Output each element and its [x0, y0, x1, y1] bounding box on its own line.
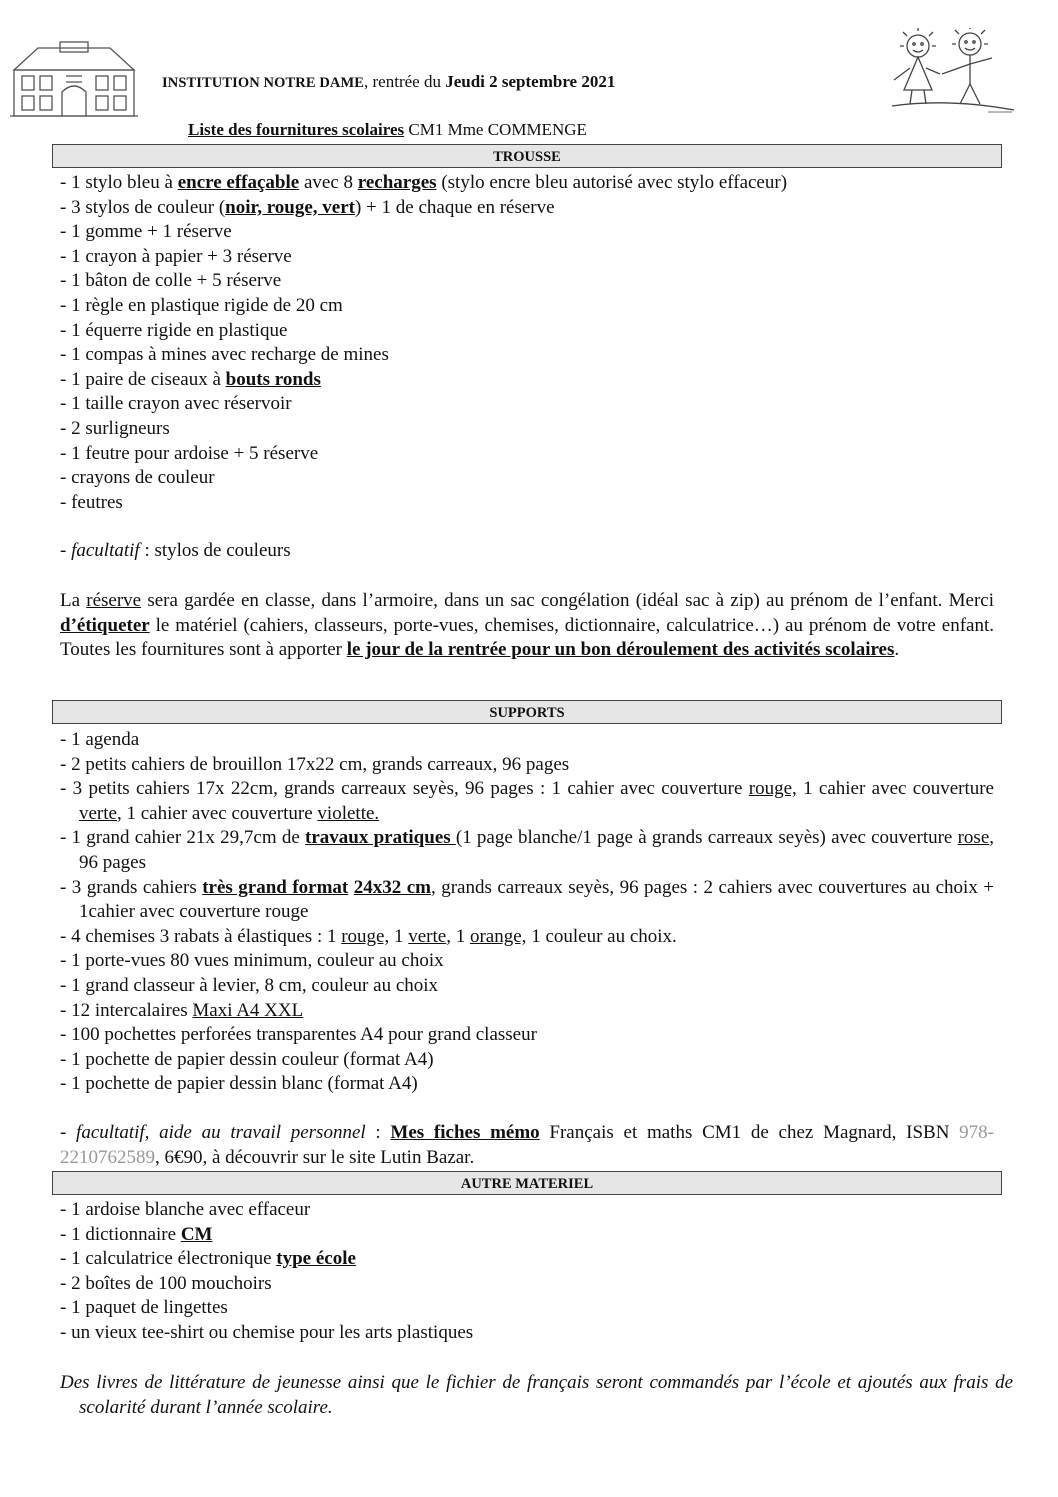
- list-item: - 1 calculatrice électronique type école: [60, 1248, 356, 1270]
- children-drawing-logo: [888, 28, 1018, 114]
- list-item: - 2 boîtes de 100 mouchoirs: [60, 1272, 272, 1294]
- trousse-optional: - facultatif : stylos de couleurs: [60, 540, 291, 561]
- list-item: - 1 porte-vues 80 vues minimum, couleur au choix: [60, 950, 444, 972]
- list-item: - 1 grand classeur à levier, 8 cm, couleur au choix: [60, 974, 439, 996]
- list-item: - 100 pochettes perforées transparentes A4 pour grand classeur: [60, 1024, 537, 1046]
- document-header: INSTITUTION NOTRE DAME, rentrée du Jeudi 2 septembre 2021: [162, 72, 616, 91]
- list-item: - 1 pochette de papier dessin couleur (format A4): [60, 1048, 434, 1070]
- class-info: CM1 Mme COMMENGE: [404, 120, 587, 139]
- list-item: - 2 petits cahiers de brouillon 17x22 cm, grands carreaux, 96 pages: [60, 753, 570, 775]
- list-item: - 1 bâton de colle + 5 réserve: [60, 270, 282, 292]
- list-item: - 1 agenda: [60, 729, 140, 750]
- list-item: - un vieux tee-shirt ou chemise pour les arts plastiques: [60, 1321, 474, 1343]
- list-item: - 1 règle en plastique rigide de 20 cm: [60, 294, 343, 316]
- institution-name: INSTITUTION NOTRE DAME: [162, 75, 365, 91]
- list-item: - 1 compas à mines avec recharge de mines: [60, 344, 389, 366]
- list-item: - 1 stylo bleu à encre effaçable avec 8 recharges (stylo encre bleu autorisé avec stylo effaceur): [60, 172, 788, 193]
- list-item: - 1 gomme + 1 réserve: [60, 221, 232, 243]
- list-item: - 1 taille crayon avec réservoir: [60, 393, 292, 415]
- trousse-list: [60, 171, 994, 515]
- supports-list: [60, 728, 994, 1097]
- list-item: - 1 ardoise blanche avec effaceur: [60, 1199, 311, 1220]
- footer-note: Des livres de littérature de jeunesse ainsi que le fichier de français seront commandés par l’école et ajoutés aux frais de scolarité durant l’année scolaire.: [60, 1372, 1013, 1418]
- list-item: - 3 stylos de couleur (noir, rouge, vert) + 1 de chaque en réserve: [60, 196, 555, 218]
- list-item: - 1 dictionnaire CM: [60, 1223, 213, 1245]
- section-heading-supports: SUPPORTS: [52, 700, 1002, 724]
- reserve-note: La réserve sera gardée en classe, dans l’armoire, dans un sac congélation (idéal sac à zip) au prénom de l’enfant. Merci d’étiqueter le matériel (cahiers, classeurs, porte-vues, chemises, dictionnaire, calculatrice…) au prénom de votre enfant. Toutes les fournitures sont à apporter le jour de la rentrée pour un bon déroulement des activités scolaires.: [60, 590, 994, 661]
- list-item: - 3 grands cahiers très grand format 24x32 cm, grands carreaux seyès, 96 pages : 2 cahiers avec couvertures au choix + 1cahier avec couverture rouge: [60, 876, 995, 923]
- autre-list: [60, 1198, 994, 1346]
- list-item: - 1 paire de ciseaux à bouts ronds: [60, 368, 321, 390]
- isbn-number: 978-2210762589: [60, 1122, 994, 1168]
- school-building-logo: [8, 40, 140, 120]
- list-item: - 1 paquet de lingettes: [60, 1297, 228, 1319]
- list-item: - crayons de couleur: [60, 467, 215, 489]
- list-item: - 4 chemises 3 rabats à élastiques : 1 rouge, 1 verte, 1 orange, 1 couleur au choix.: [60, 925, 677, 947]
- list-item: - 3 petits cahiers 17x 22cm, grands carreaux seyès, 96 pages : 1 cahier avec couverture rouge, 1 cahier avec couverture verte, 1 cahier avec couverture violette.: [60, 778, 994, 824]
- section-heading-trousse: TROUSSE: [52, 144, 1002, 168]
- list-item: - 12 intercalaires Maxi A4 XXL: [60, 999, 304, 1021]
- list-title: Liste des fournitures scolaires CM1 Mme COMMENGE: [188, 120, 587, 139]
- list-item: - 1 feutre pour ardoise + 5 réserve: [60, 442, 319, 464]
- list-item: - 1 équerre rigide en plastique: [60, 319, 288, 341]
- start-date: Jeudi 2 septembre 2021: [445, 72, 616, 91]
- section-heading-autre-materiel: AUTRE MATERIEL: [52, 1171, 1002, 1195]
- list-item: - feutres: [60, 491, 123, 513]
- supports-optional: - facultatif, aide au travail personnel : Mes fiches mémo Français et maths CM1 de chez Magnard, ISBN 978-2210762589, 6€90, à découvrir sur le site Lutin Bazar.: [60, 1122, 994, 1168]
- list-item: - 1 pochette de papier dessin blanc (format A4): [60, 1073, 418, 1095]
- list-item: - 1 crayon à papier + 3 réserve: [60, 245, 292, 267]
- list-item: - 1 grand cahier 21x 29,7cm de travaux pratiques (1 page blanche/1 page à grands carreaux seyès) avec couverture rose, 96 pages: [60, 827, 994, 873]
- list-item: - 2 surligneurs: [60, 417, 170, 439]
